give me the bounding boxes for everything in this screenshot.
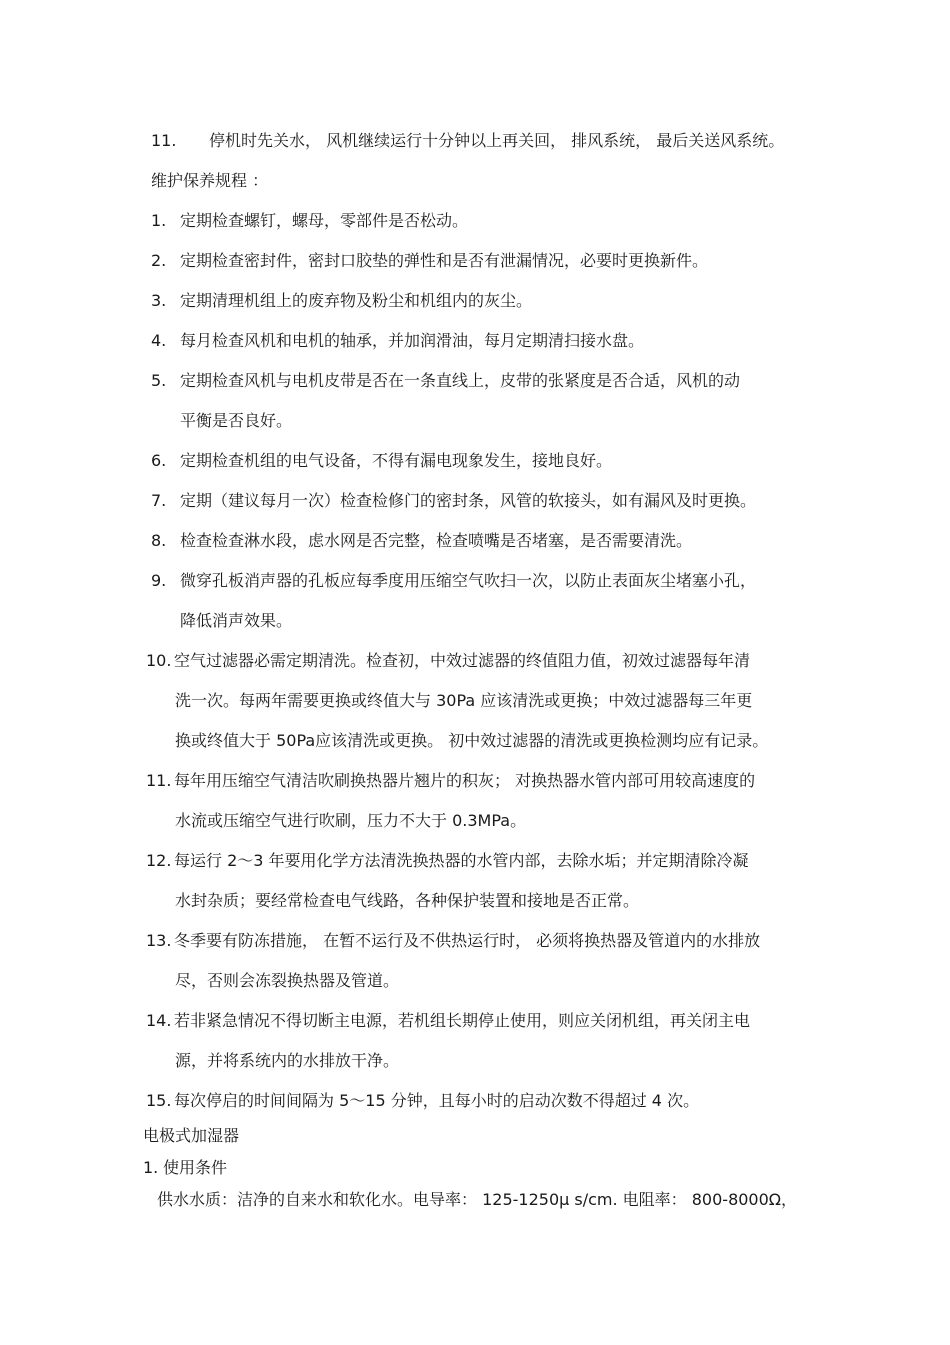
- item-text: 定期（建议每月一次）检查检修门的密封条，风管的软接头，如有漏风及时更换。: [180, 491, 757, 510]
- item-text: 空气过滤器必需定期清洗。检查初，中效过滤器的终值阻力值，初效过滤器每年清: [174, 651, 751, 670]
- list-item-continuation: [175, 970, 399, 992]
- list-item-continuation: [180, 410, 292, 432]
- item-number: 5.: [151, 371, 167, 390]
- item-text: 每运行 2～3 年要用化学方法清洗换热器的水管内部，去除水垢；并定期清除冷凝: [174, 851, 749, 870]
- item-number: 4.: [151, 331, 167, 350]
- list-item: [151, 330, 644, 352]
- item-text: 微穿孔板消声器的孔板应每季度用压缩空气吹扫一次，以防止表面灰尘堵塞小孔，: [180, 571, 757, 590]
- list-item: [151, 570, 756, 592]
- section-heading: [151, 170, 268, 192]
- item-number: 15.: [146, 1091, 172, 1110]
- item-number: 7.: [151, 491, 167, 510]
- list-item-continuation: [175, 810, 526, 832]
- item-number: 2.: [151, 251, 167, 270]
- item-text: 若非紧急情况不得切断主电源，若机组长期停止使用，则应关闭机组，再关闭主电: [174, 1011, 751, 1030]
- item-text: 水封杂质；要经常检查电气线路，各种保护装置和接地是否正常。: [175, 891, 640, 910]
- item-text: 定期检查螺钉，螺母，零部件是否松动。: [180, 211, 469, 230]
- paragraph-line: [157, 1189, 797, 1211]
- item-text: 冬季要有防冻措施， 在暂不运行及不供热运行时， 必须将换热器及管道内的水排放: [174, 931, 761, 950]
- list-item-continuation: [175, 890, 639, 912]
- item-number: 3.: [151, 291, 167, 310]
- list-item: [151, 370, 740, 392]
- item-text: 平衡是否良好。: [180, 411, 293, 430]
- item-text: 水流或压缩空气进行吹刷，压力不大于 0.3MPa。: [175, 811, 527, 830]
- list-item: [151, 290, 532, 312]
- item-number: 8.: [151, 531, 167, 550]
- item-number: 1.: [143, 1158, 159, 1177]
- item-text: 定期检查密封件，密封口胶垫的弹性和是否有泄漏情况，必要时更换新件。: [180, 251, 709, 270]
- list-item: [151, 130, 784, 152]
- list-item: [151, 490, 756, 512]
- list-item: [151, 250, 708, 272]
- list-item: [146, 770, 755, 792]
- item-text: 降低消声效果。: [180, 611, 293, 630]
- item-number: 6.: [151, 451, 167, 470]
- item-number: 13.: [146, 931, 172, 950]
- item-number: 10.: [146, 651, 172, 670]
- list-item-continuation: [180, 610, 292, 632]
- list-item: [151, 210, 468, 232]
- item-text: 停机时先关水， 风机继续运行十分钟以上再关回， 排风系统， 最后关送风系统。: [209, 131, 785, 150]
- item-text: 洗一次。每两年需要更换或终值大与 30Pa 应该清洗或更换；中效过滤器每三年更: [175, 691, 753, 710]
- item-number: 11.: [151, 131, 177, 150]
- item-text: 供水水质：洁净的自来水和软化水。电导率： 125-1250μ s/cm. 电阻率： 800-8000Ω，: [157, 1190, 798, 1209]
- item-text: 使用条件: [163, 1158, 228, 1177]
- item-number: 9.: [151, 571, 167, 590]
- item-text: 每次停启的时间间隔为 5～15 分钟，且每小时的启动次数不得超过 4 次。: [174, 1091, 700, 1110]
- item-text: 每月检查风机和电机的轴承，并加润滑油，每月定期清扫接水盘。: [180, 331, 645, 350]
- list-item: [151, 450, 612, 472]
- item-text: 定期检查机组的电气设备，不得有漏电现象发生，接地良好。: [180, 451, 613, 470]
- list-item: [143, 1157, 227, 1179]
- item-text: 定期检查风机与电机皮带是否在一条直线上，皮带的张紧度是否合适，风机的动: [180, 371, 741, 390]
- list-item: [146, 1010, 750, 1032]
- item-text: 维护保养规程 ：: [151, 171, 269, 190]
- item-number: 14.: [146, 1011, 172, 1030]
- list-item: [146, 850, 749, 872]
- list-item: [146, 1090, 699, 1112]
- list-item-continuation: [175, 730, 768, 752]
- list-item: [146, 650, 750, 672]
- item-number: 12.: [146, 851, 172, 870]
- item-text: 源，并将系统内的水排放干净。: [175, 1051, 400, 1070]
- item-number: 1.: [151, 211, 167, 230]
- item-text: 换或终值大于 50Pa应该清洗或更换。 初中效过滤器的清洗或更换检测均应有记录。: [175, 731, 769, 750]
- list-item-continuation: [175, 690, 752, 712]
- item-text: 电极式加湿器: [143, 1126, 240, 1145]
- list-item: [146, 930, 760, 952]
- item-text: 定期清理机组上的废弃物及粉尘和机组内的灰尘。: [180, 291, 533, 310]
- item-text: 检查检查淋水段，虑水网是否完整，检查喷嘴是否堵塞，是否需要清洗。: [180, 531, 693, 550]
- item-number: 11.: [146, 771, 172, 790]
- list-item-continuation: [175, 1050, 399, 1072]
- item-text: 每年用压缩空气清洁吹刷换热器片翘片的积灰； 对换热器水管内部可用较高速度的: [174, 771, 756, 790]
- section-heading: [143, 1125, 239, 1147]
- item-text: 尽，否则会冻裂换热器及管道。: [175, 971, 400, 990]
- list-item: [151, 530, 692, 552]
